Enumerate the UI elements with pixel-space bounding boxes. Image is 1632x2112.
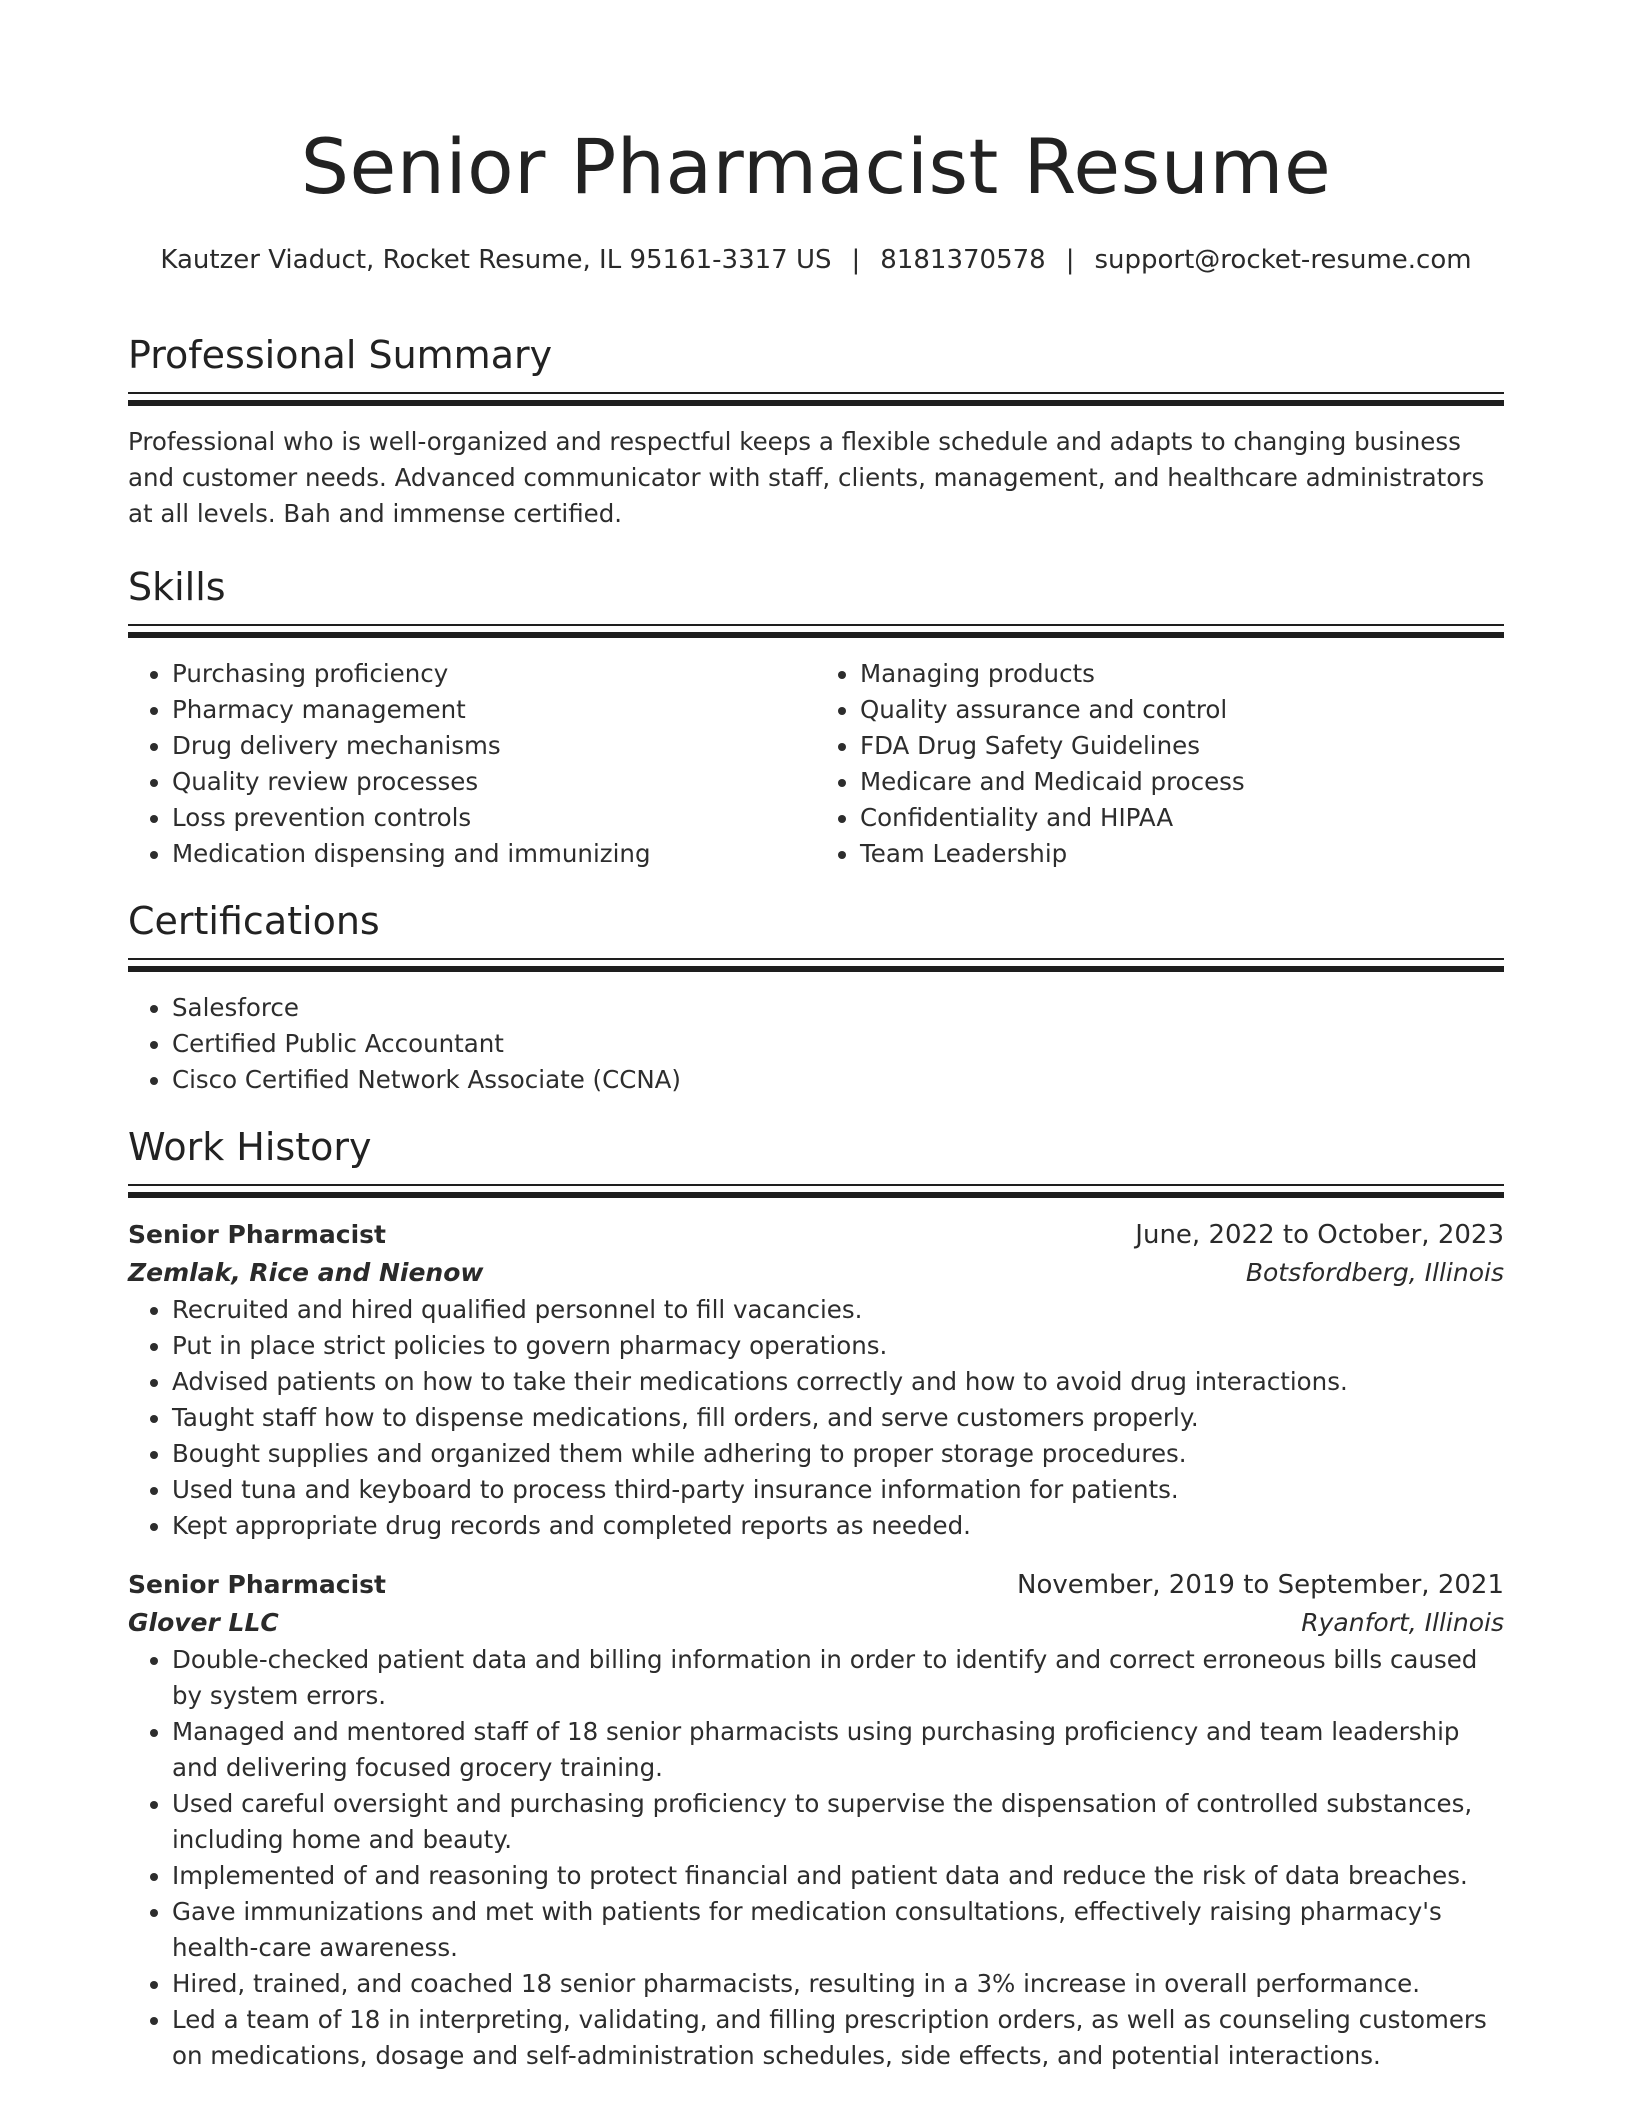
- work-history-heading: Work History: [128, 1125, 372, 1169]
- skill-item: • Quality assurance and control: [860, 692, 1504, 728]
- contact-phone: 8181370578: [880, 245, 1046, 275]
- summary-text: Professional who is well-organized and respectful keeps a flexible schedule and adapts to changing business and customer needs. Advanced communicator with staff, clients, management, and healthcare administrators at all levels. Bah and immense certified.: [128, 427, 1485, 528]
- job-duties-list: [128, 1642, 1504, 2074]
- job-subheader: [128, 1604, 1504, 1642]
- certification-item: • Salesforce: [172, 990, 1504, 1026]
- certifications-list: [128, 990, 1504, 1098]
- job-duty-item: • Gave immunizations and met with patients for medication consultations, effectively raising pharmacy's health-care awareness.: [172, 1894, 1504, 1966]
- skills-list-right: [816, 656, 1504, 872]
- job-company: Glover LLC: [128, 1608, 279, 1637]
- job-duty-item: • Put in place strict policies to govern pharmacy operations.: [172, 1328, 1504, 1364]
- job-dates: June, 2022 to October, 2023: [1135, 1220, 1504, 1250]
- job-duty-item: • Implemented of and reasoning to protect financial and patient data and reduce the risk of data breaches.: [172, 1858, 1504, 1894]
- job-dates: November, 2019 to September, 2021: [1017, 1570, 1504, 1600]
- skill-item: • Medicare and Medicaid process: [860, 764, 1504, 800]
- skills-heading: Skills: [128, 565, 226, 609]
- job-duty-item: • Used careful oversight and purchasing proficiency to supervise the dispensation of controlled substances, including home and beauty.: [172, 1786, 1504, 1858]
- job-location: Botsfordberg, Illinois: [1245, 1258, 1504, 1287]
- summary-heading: Professional Summary: [128, 333, 553, 377]
- job-header: [128, 1216, 1504, 1254]
- job-header: [128, 1566, 1504, 1604]
- certifications-heading: Certifications: [128, 899, 380, 943]
- section-divider: [128, 624, 1504, 638]
- job-duty-item: • Double-checked patient data and billing information in order to identify and correct erroneous bills caused by system errors.: [172, 1642, 1504, 1714]
- skills-list-left: [128, 656, 816, 872]
- contact-separator: |: [851, 245, 861, 275]
- skill-item: • Purchasing proficiency: [172, 656, 816, 692]
- section-divider: [128, 1184, 1504, 1198]
- skill-item: • Managing products: [860, 656, 1504, 692]
- contact-email: support@rocket-resume.com: [1094, 245, 1472, 275]
- skill-item: • Confidentiality and HIPAA: [860, 800, 1504, 836]
- job-duty-item: • Bought supplies and organized them while adhering to proper storage procedures.: [172, 1436, 1504, 1472]
- contact-line: [128, 242, 1504, 278]
- skill-item: • Loss prevention controls: [172, 800, 816, 836]
- job-duties-list: [128, 1292, 1504, 1544]
- job-title: Senior Pharmacist: [128, 1570, 386, 1599]
- summary-section: [128, 330, 1504, 532]
- job-duty-item: • Hired, trained, and coached 18 senior pharmacists, resulting in a 3% increase in overall performance.: [172, 1966, 1504, 2002]
- work-history-section: [128, 1122, 1504, 2074]
- skill-item: • Medication dispensing and immunizing: [172, 836, 816, 872]
- section-divider: [128, 392, 1504, 406]
- skill-item: • Drug delivery mechanisms: [172, 728, 816, 764]
- contact-address: Kautzer Viaduct, Rocket Resume, IL 95161-3317 US: [160, 245, 832, 275]
- job-entry: [128, 1566, 1504, 2074]
- skill-item: • Pharmacy management: [172, 692, 816, 728]
- job-subheader: [128, 1254, 1504, 1292]
- job-duty-item: • Recruited and hired qualified personnel to fill vacancies.: [172, 1292, 1504, 1328]
- job-title: Senior Pharmacist: [128, 1220, 386, 1249]
- skills-section: [128, 562, 1504, 872]
- skill-item: • FDA Drug Safety Guidelines: [860, 728, 1504, 764]
- job-duty-item: • Advised patients on how to take their medications correctly and how to avoid drug interactions.: [172, 1364, 1504, 1400]
- job-duty-item: • Taught staff how to dispense medications, fill orders, and serve customers properly.: [172, 1400, 1504, 1436]
- skill-item: • Quality review processes: [172, 764, 816, 800]
- job-duty-item: • Used tuna and keyboard to process third-party insurance information for patients.: [172, 1472, 1504, 1508]
- skill-item: • Team Leadership: [860, 836, 1504, 872]
- certifications-section: [128, 896, 1504, 1098]
- job-duty-item: • Led a team of 18 in interpreting, validating, and filling prescription orders, as well as counseling customers on medications, dosage and self-administration schedules, side effects, and potential interactions.: [172, 2002, 1504, 2074]
- job-location: Ryanfort, Illinois: [1301, 1608, 1504, 1637]
- certification-item: • Cisco Certified Network Associate (CCNA): [172, 1062, 1504, 1098]
- contact-separator: |: [1065, 245, 1075, 275]
- section-divider: [128, 958, 1504, 972]
- resume-title: Senior Pharmacist Resume: [300, 122, 1332, 211]
- job-duty-item: • Managed and mentored staff of 18 senior pharmacists using purchasing proficiency and team leadership and delivering focused grocery training.: [172, 1714, 1504, 1786]
- job-entry: [128, 1216, 1504, 1544]
- job-company: Zemlak, Rice and Nienow: [128, 1258, 484, 1287]
- job-duty-item: • Kept appropriate drug records and completed reports as needed.: [172, 1508, 1504, 1544]
- skills-grid: [128, 656, 1504, 872]
- certification-item: • Certified Public Accountant: [172, 1026, 1504, 1062]
